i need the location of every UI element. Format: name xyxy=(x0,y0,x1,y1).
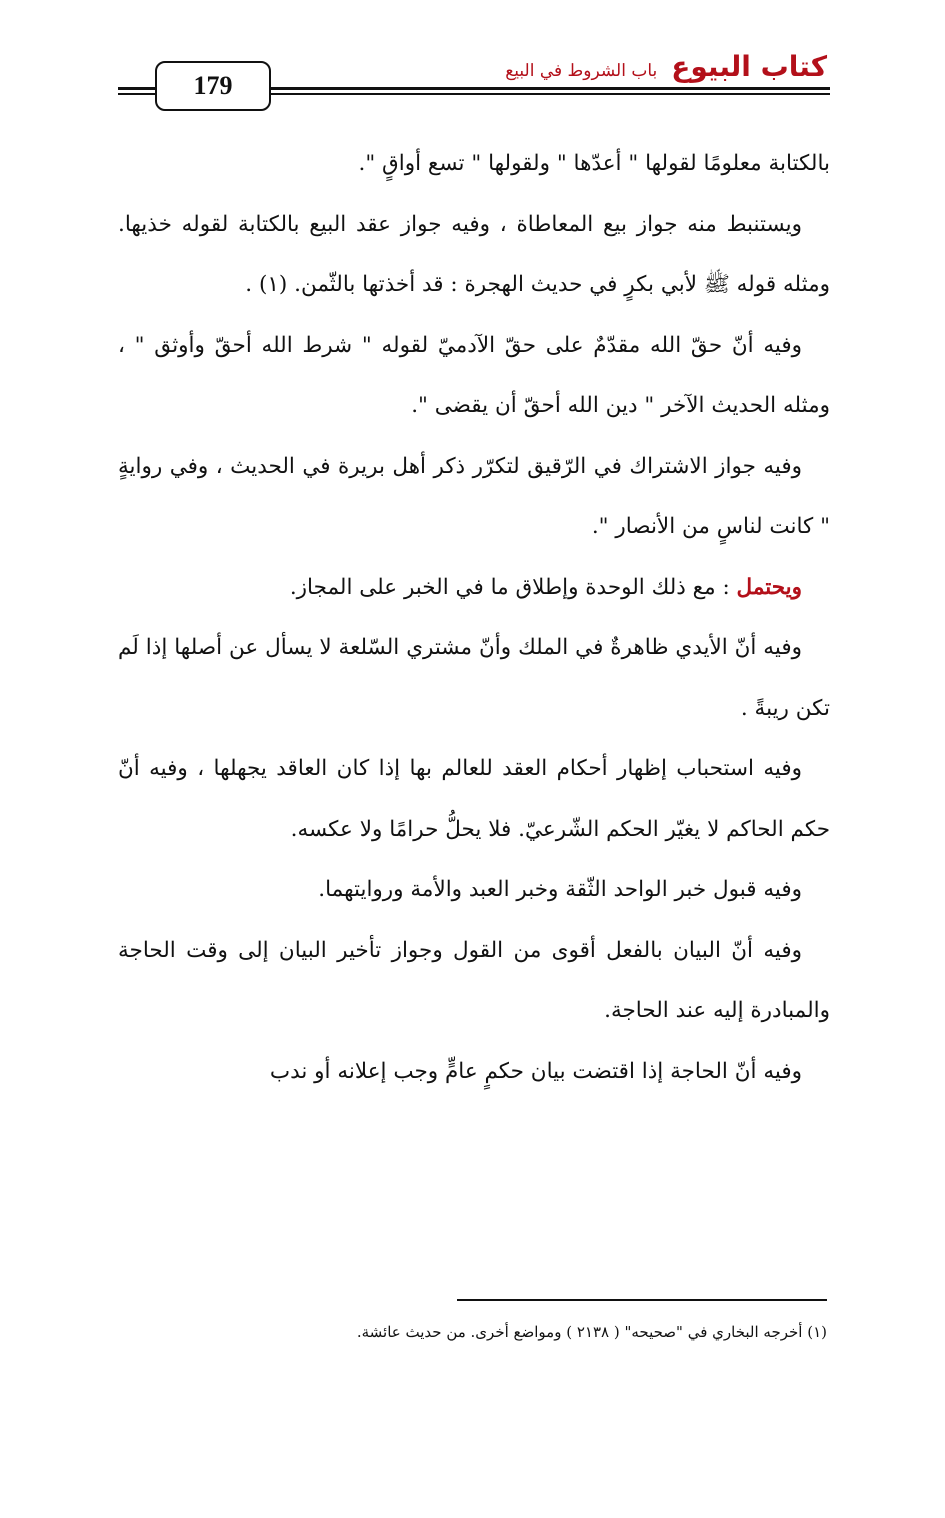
running-header xyxy=(505,50,827,83)
paragraph-text: ويستنبط منه جواز بيع المعاطاة ، وفيه جواز عقد البيع بالكتابة لقوله خذيها. ومثله قوله ﷺ لأبي بكرٍ في حديث الهجرة : قد أخذتها بالثّمن. (١) . xyxy=(118,211,830,297)
paragraph xyxy=(118,921,830,1042)
paragraph-text: وفيه أنّ الأيدي ظاهرةٌ في الملك وأنّ مشتري السّلعة لا يسأل عن أصلها إذا لَم تكن ريبةً . xyxy=(118,635,830,721)
footnote-separator xyxy=(457,1299,827,1301)
paragraph xyxy=(118,134,830,195)
paragraph xyxy=(118,618,830,739)
book-title: كتاب البيوع xyxy=(671,50,827,83)
paragraph xyxy=(118,1042,830,1103)
keyword: ويحتمل xyxy=(736,574,802,600)
footnote: (١) أخرجه البخاري في "صحيحه" ( ٢١٣٨ ) ومواضع أخرى. من حديث عائشة. xyxy=(356,1323,827,1341)
paragraph xyxy=(118,739,830,860)
paragraph-text: بالكتابة معلومًا لقولها " أعدّها " ولقولها " تسع أواقٍ ". xyxy=(358,151,830,176)
page-number: 179 xyxy=(193,71,233,100)
paragraph-text: وفيه استحباب إظهار أحكام العقد للعالم بها إذا كان العاقد يجهلها ، وفيه أنّ حكم الحاكم لا يغيّر الحكم الشّرعيّ. فلا يحلُّ حرامًا ولا عكسه. xyxy=(118,756,830,842)
paragraph xyxy=(118,558,830,619)
body-text xyxy=(118,134,830,1102)
chapter-title: باب الشروط في البيع xyxy=(505,61,658,81)
paragraph-text: : مع ذلك الوحدة وإطلاق ما في الخبر على المجاز. xyxy=(289,574,737,600)
paragraph-text: وفيه أنّ الحاجة إذا اقتضت بيان حكمٍ عامٍّ وجب إعلانه أو ندب xyxy=(269,1058,802,1084)
paragraph-text: وفيه قبول خبر الواحد الثّقة وخبر العبد والأمة وروايتهما. xyxy=(318,877,802,902)
page-number-box xyxy=(155,61,271,111)
paragraph xyxy=(118,437,830,558)
paragraph xyxy=(118,860,830,921)
paragraph-text: وفيه أنّ حقّ الله مقدّمٌ على حقّ الآدميّ لقوله " شرط الله أحقّ وأوثق " ، ومثله الحديث الآخر " دين الله أحقّ أن يقضى ". xyxy=(118,332,830,418)
paragraph xyxy=(118,316,830,437)
paragraph-text: وفيه أنّ البيان بالفعل أقوى من القول وجواز تأخير البيان إلى وقت الحاجة والمبادرة إليه عند الحاجة. xyxy=(118,937,830,1023)
paragraph-text: وفيه جواز الاشتراك في الرّقيق لتكرّر ذكر أهل بريرة في الحديث ، وفي روايةٍ " كانت لناسٍ من الأنصار ". xyxy=(118,453,830,539)
paragraph xyxy=(118,195,830,316)
